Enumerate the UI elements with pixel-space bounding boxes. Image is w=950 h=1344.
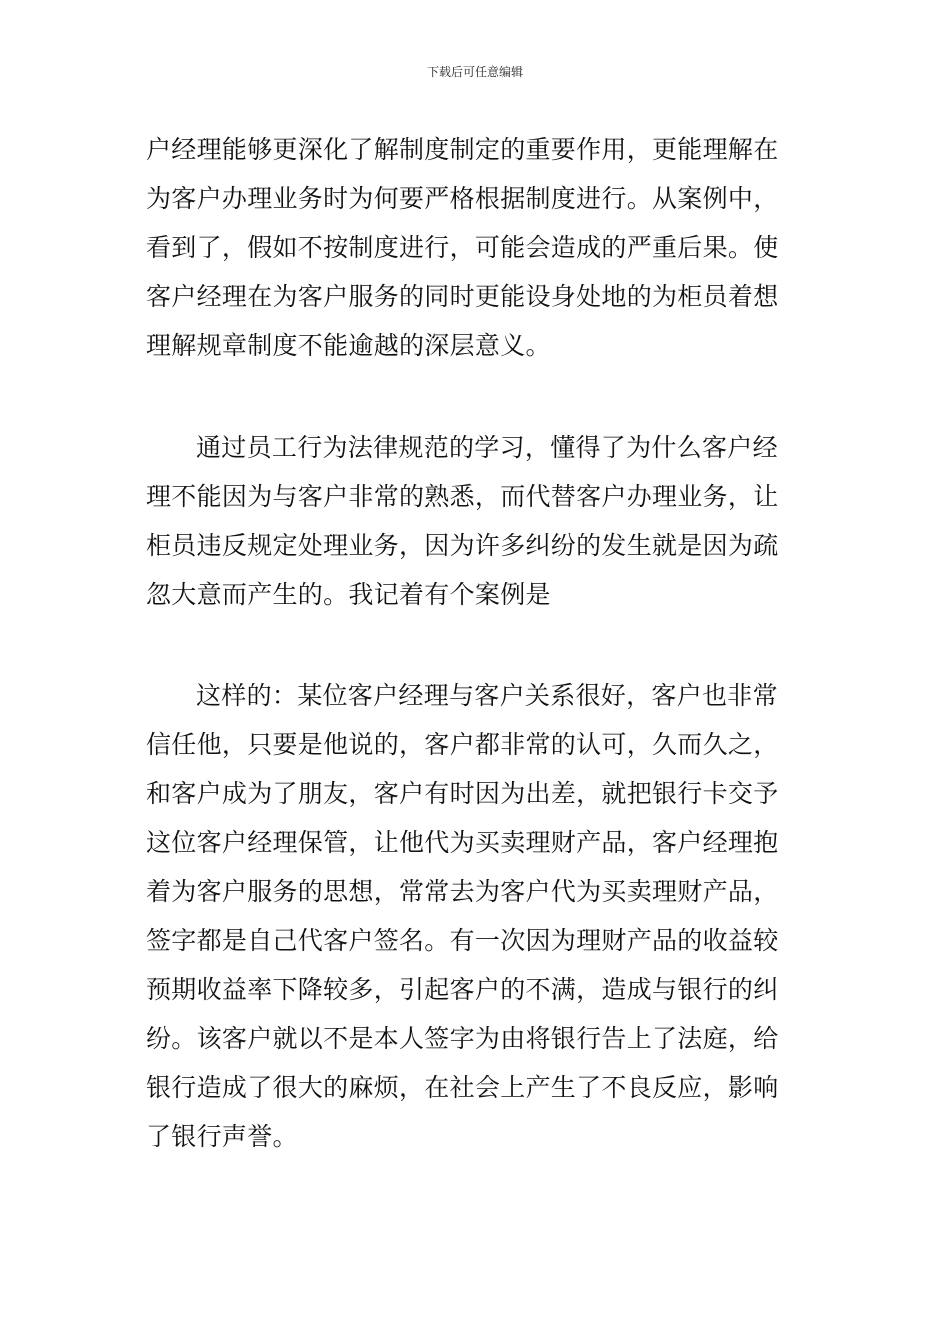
text-line: 柜员违反规定处理业务，因为许多纠纷的发生就是因为疏: [146, 531, 779, 560]
page-header: 下载后可任意编辑: [426, 65, 523, 79]
text-line: 看到了，假如不按制度进行，可能会造成的严重后果。使: [146, 233, 779, 262]
text-line: 预期收益率下降较多，引起客户的不满，造成与银行的纠: [146, 975, 779, 1004]
text-line: 忽大意而产生的。我记着有个案例是: [146, 580, 551, 609]
text-line: 为客户办理业务时为何要严格根据制度进行。从案例中，: [146, 184, 779, 213]
text-line: 签字都是自己代客户签名。有一次因为理财产品的收益较: [146, 926, 779, 955]
text-line: 银行造成了很大的麻烦，在社会上产生了不良反应，影响: [146, 1073, 779, 1102]
text-line: 通过员工行为法律规范的学习，懂得了为什么客户经: [196, 433, 778, 462]
text-line: 和客户成为了朋友，客户有时因为出差，就把银行卡交予: [146, 779, 779, 808]
text-line: 了银行声誉。: [146, 1122, 298, 1151]
text-line: 纷。该客户就以不是本人签字为由将银行告上了法庭，给: [146, 1024, 779, 1053]
text-line: 着为客户服务的思想，常常去为客户代为买卖理财产品，: [146, 877, 779, 906]
text-line: 理解规章制度不能逾越的深层意义。: [146, 331, 551, 360]
text-line: 这位客户经理保管，让他代为买卖理财产品，客户经理抱: [146, 828, 779, 857]
text-line: 客户经理在为客户服务的同时更能设身处地的为柜员着想: [146, 282, 779, 311]
text-line: 这样的：某位客户经理与客户关系很好，客户也非常: [196, 681, 778, 710]
text-line: 信任他，只要是他说的，客户都非常的认可，久而久之，: [146, 730, 779, 759]
text-line: 户经理能够更深化了解制度制定的重要作用，更能理解在: [146, 135, 779, 164]
text-line: 理不能因为与客户非常的熟悉，而代替客户办理业务，让: [146, 482, 779, 511]
